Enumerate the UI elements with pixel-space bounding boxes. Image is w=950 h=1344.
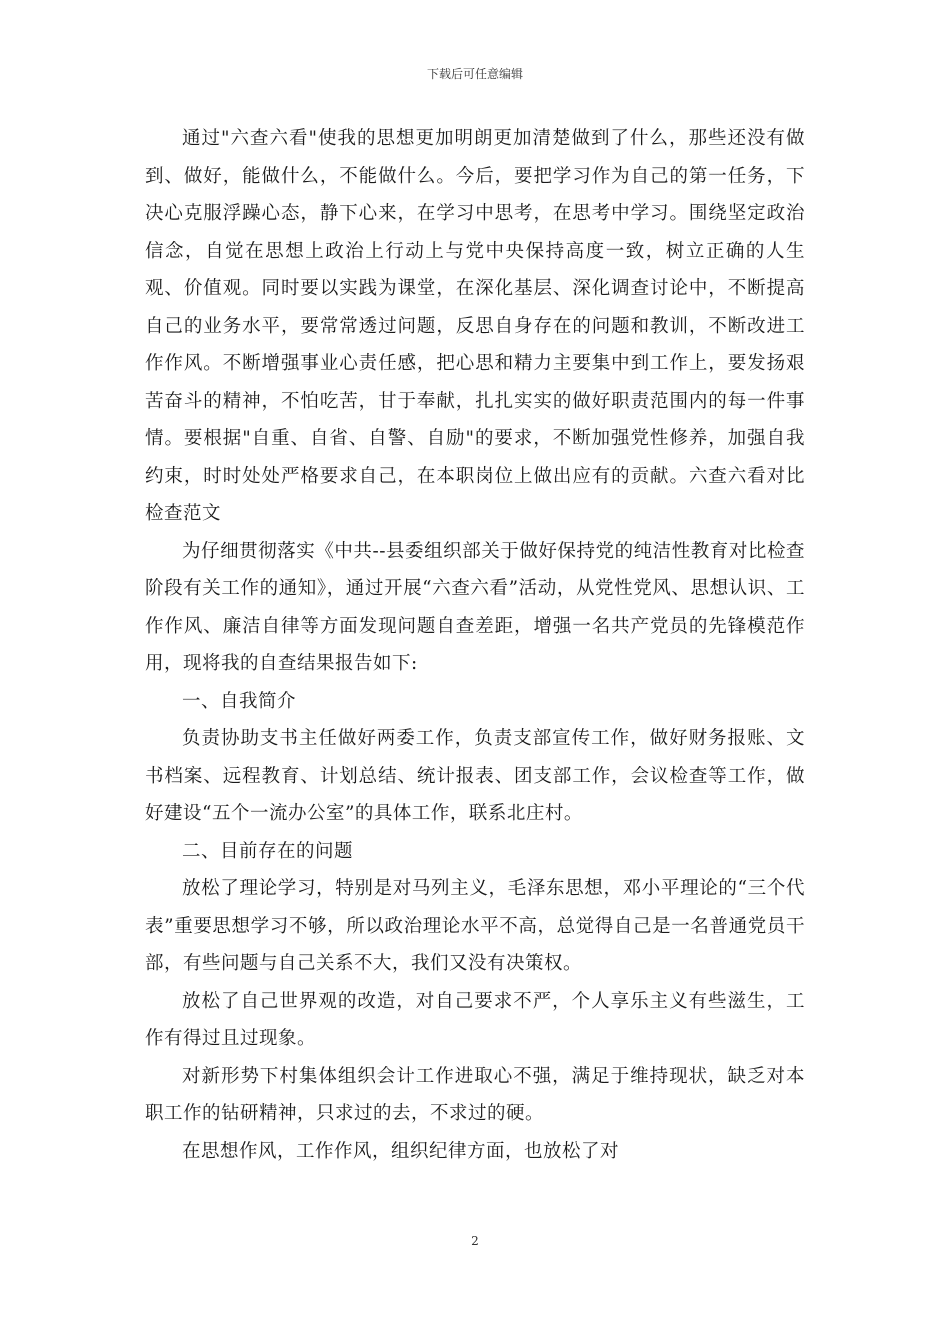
section-heading: 一、自我简介 bbox=[182, 690, 297, 712]
paragraph: 对新形势下村集体组织会计工作进取心不强，满足于维持现状，缺乏对本职工作的钻研精神，只求过的去，不求过的硬。 bbox=[145, 1065, 805, 1124]
paragraph: 放松了理论学习，特别是对马列主义，毛泽东思想，邓小平理论的“三个代表”重要思想学习不够，所以政治理论水平不高，总觉得自己是一名普通党员干部，有些问题与自己关系不大，我们又没有决策权。 bbox=[145, 878, 805, 974]
paragraph: 通过"六查六看"使我的思想更加明朗更加清楚做到了什么，那些还没有做到、做好，能做什么，不能做什么。今后，要把学习作为自己的第一任务，下决心克服浮躁心态，静下心来，在学习中思考，在思考中学习。围绕坚定政治信念，自觉在思想上政治上行动上与党中央保持高度一致，树立正确的人生观、价值观。同时要以实践为课堂，在深化基层、深化调查讨论中，不断提高自己的业务水平，要常常透过问题，反思自身存在的问题和教训，不断改进工作作风。不断增强事业心责任感，把心思和精力主要集中到工作上，要发扬艰苦奋斗的精神，不怕吃苦，甘于奉献，扎扎实实的做好职责范围内的每一件事情。要根据"自重、自省、自警、自励"的要求，不断加强党性修养，加强自我约束，时时处处严格要求自己，在本职岗位上做出应有的贡献。六查六看对比检查范文 bbox=[145, 128, 805, 524]
paragraph: 放松了自己世界观的改造，对自己要求不严，个人享乐主义有些滋生，工作有得过且过现象。 bbox=[145, 990, 805, 1049]
page-header: 下载后可任意编辑 bbox=[426, 67, 523, 81]
page-number: 2 bbox=[471, 1234, 479, 1248]
paragraph: 在思想作风，工作作风，组织纪律方面，也放松了对 bbox=[182, 1140, 620, 1162]
paragraph: 负责协助支书主任做好两委工作，负责支部宣传工作，做好财务报账、文书档案、远程教育、计划总结、统计报表、团支部工作，会议检查等工作，做好建设“五个一流办公室”的具体工作，联系北庄村。 bbox=[145, 728, 805, 824]
document-body bbox=[145, 120, 805, 1170]
section-heading: 二、目前存在的问题 bbox=[182, 840, 354, 862]
paragraph: 为仔细贯彻落实《中共--县委组织部关于做好保持党的纯洁性教育对比检查阶段有关工作的通知》，通过开展“六查六看”活动，从党性党风、思想认识、工作作风、廉洁自律等方面发现问题自查差距，增强一名共产党员的先锋模范作用，现将我的自查结果报告如下: bbox=[145, 540, 805, 674]
